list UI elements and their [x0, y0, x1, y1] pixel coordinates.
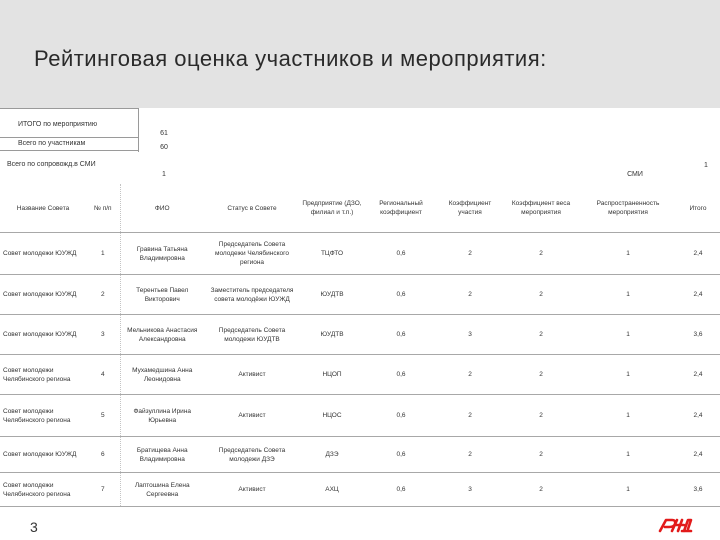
cell-status: Председатель Совета молодежи ЮУДТВ: [204, 315, 300, 355]
cell-name: Мельникова Анастасия Александровна: [120, 315, 204, 355]
summary-divider: [0, 108, 138, 109]
table-header-row: [0, 184, 720, 233]
cell-weight: 2: [502, 473, 580, 507]
cell-participation: 3: [438, 473, 502, 507]
cell-status: Активист: [204, 355, 300, 395]
table-row: [0, 275, 720, 315]
column-header: Статус в Совете: [204, 184, 300, 233]
cell-number: 4: [86, 355, 120, 395]
cell-spread: 1: [580, 355, 676, 395]
cell-number: 3: [86, 315, 120, 355]
cell-total: 2,4: [676, 275, 720, 315]
rzd-logo-mark: [660, 520, 691, 531]
cell-number: 7: [86, 473, 120, 507]
cell-weight: 2: [502, 275, 580, 315]
cell-weight: 2: [502, 355, 580, 395]
cell-name: Лаптошина Елена Сергеевна: [120, 473, 204, 507]
cell-weight: 2: [502, 233, 580, 275]
cell-name: Терентьев Павел Викторович: [120, 275, 204, 315]
summary-participants-value: 60: [160, 144, 168, 151]
cell-name: Гравина Татьяна Владимировна: [120, 233, 204, 275]
cell-participation: 2: [438, 355, 502, 395]
cell-council: Совет молодежи ЮУЖД: [0, 233, 86, 275]
cell-name: Братищева Анна Владимировна: [120, 437, 204, 473]
cell-total: 2,4: [676, 233, 720, 275]
cell-participation: 2: [438, 233, 502, 275]
column-header: Итого: [676, 184, 720, 233]
summary-divider: [0, 150, 138, 151]
cell-status: Председатель Совета молодежи ДЗЭ: [204, 437, 300, 473]
table-row: [0, 233, 720, 275]
cell-status: Заместитель председателя совета молодёжи ЮУЖД: [204, 275, 300, 315]
summary-support-value: 1: [162, 171, 166, 178]
cell-number: 5: [86, 395, 120, 437]
cell-regional: 0,6: [364, 233, 438, 275]
cell-company: ЮУДТВ: [300, 315, 364, 355]
cell-spread: 1: [580, 275, 676, 315]
cell-council: Совет молодежи ЮУЖД: [0, 315, 86, 355]
table-row: [0, 355, 720, 395]
cell-status: Председатель Совета молодежи Челябинского региона: [204, 233, 300, 275]
summary-participants-label: Всего по участникам: [18, 140, 86, 147]
cell-participation: 2: [438, 395, 502, 437]
cell-participation: 2: [438, 275, 502, 315]
table-row: [0, 395, 720, 437]
cell-number: 1: [86, 233, 120, 275]
summary-smi-value: 1: [704, 162, 708, 169]
cell-name: Файзуллина Ирина Юрьевна: [120, 395, 204, 437]
rating-table: [0, 184, 720, 507]
cell-council: Совет молодежи Челябинского региона: [0, 473, 86, 507]
column-header: № п/п: [86, 184, 120, 233]
summary-smi-label: СМИ: [627, 171, 643, 178]
cell-regional: 0,6: [364, 473, 438, 507]
summary-divider: [0, 137, 138, 138]
cell-regional: 0,6: [364, 355, 438, 395]
cell-weight: 2: [502, 437, 580, 473]
column-header: Распространенность мероприятия: [580, 184, 676, 233]
column-header: Коэффициент веса мероприятия: [502, 184, 580, 233]
column-header: Название Совета: [0, 184, 86, 233]
cell-regional: 0,6: [364, 395, 438, 437]
cell-council: Совет молодежи Челябинского региона: [0, 355, 86, 395]
cell-regional: 0,6: [364, 315, 438, 355]
cell-company: ТЦФТО: [300, 233, 364, 275]
cell-spread: 1: [580, 315, 676, 355]
page-title: Рейтинговая оценка участников и мероприятия:: [34, 46, 547, 71]
cell-spread: 1: [580, 473, 676, 507]
cell-number: 6: [86, 437, 120, 473]
cell-total: 2,4: [676, 437, 720, 473]
column-header: ФИО: [120, 184, 204, 233]
cell-council: Совет молодежи ЮУЖД: [0, 275, 86, 315]
cell-company: НЦОП: [300, 355, 364, 395]
summary-total-label: ИТОГО по мероприятию: [18, 121, 98, 128]
cell-participation: 3: [438, 315, 502, 355]
table-row: [0, 437, 720, 473]
column-header: Предприятие (ДЗО, филиал и т.п.): [300, 184, 364, 233]
cell-regional: 0,6: [364, 437, 438, 473]
cell-council: Совет молодежи ЮУЖД: [0, 437, 86, 473]
cell-status: Активист: [204, 473, 300, 507]
rzd-logo-icon: [657, 516, 693, 534]
cell-name: Мухамедшина Анна Леонидовна: [120, 355, 204, 395]
cell-spread: 1: [580, 233, 676, 275]
cell-weight: 2: [502, 315, 580, 355]
cell-total: 3,6: [676, 315, 720, 355]
column-header: Региональный коэффициент: [364, 184, 438, 233]
table-row: [0, 473, 720, 507]
column-header: Коэффициент участия: [438, 184, 502, 233]
cell-weight: 2: [502, 395, 580, 437]
cell-company: ЮУДТВ: [300, 275, 364, 315]
cell-spread: 1: [580, 395, 676, 437]
cell-total: 2,4: [676, 395, 720, 437]
table-row: [0, 315, 720, 355]
cell-spread: 1: [580, 437, 676, 473]
cell-council: Совет молодежи Челябинского региона: [0, 395, 86, 437]
cell-company: АХЦ: [300, 473, 364, 507]
cell-participation: 2: [438, 437, 502, 473]
cell-total: 3,6: [676, 473, 720, 507]
summary-divider: [138, 108, 139, 152]
cell-regional: 0,6: [364, 275, 438, 315]
cell-status: Активист: [204, 395, 300, 437]
title-banner: [0, 0, 720, 108]
cell-company: НЦОС: [300, 395, 364, 437]
summary-total-value: 61: [160, 130, 168, 137]
cell-company: ДЗЭ: [300, 437, 364, 473]
slide-number: 3: [30, 519, 38, 535]
summary-support-label: Всего по сопровожд.в СМИ: [7, 161, 96, 168]
cell-total: 2,4: [676, 355, 720, 395]
cell-number: 2: [86, 275, 120, 315]
